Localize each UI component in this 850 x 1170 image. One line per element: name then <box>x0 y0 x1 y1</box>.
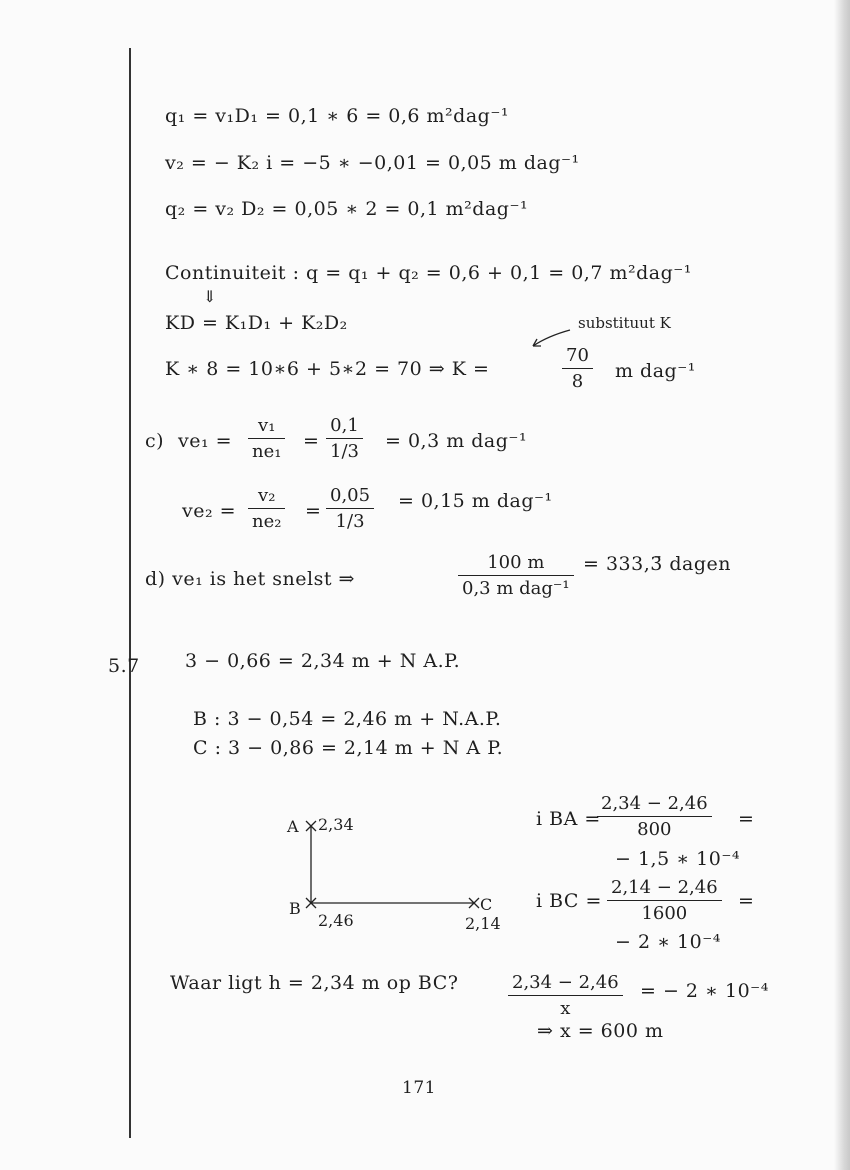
ve2a-den: ne₂ <box>248 508 285 532</box>
point-a-label: A <box>287 817 299 836</box>
x-fraction <box>508 972 623 1019</box>
point-b-value: 2,46 <box>318 911 354 930</box>
point-c-label: C <box>480 895 493 914</box>
ibc-den: 1600 <box>607 900 722 924</box>
x-den: x <box>508 995 623 1019</box>
ve2-result: = 0,15 m dag⁻¹ <box>398 490 553 512</box>
substitute-k-note: substituut K <box>578 314 671 332</box>
iba-left: i BA = <box>536 808 601 830</box>
waar-ligt-question: Waar ligt h = 2,34 m op BC? <box>170 972 459 994</box>
part-d-result: = 333,3̄ dagen <box>583 553 732 575</box>
k-numerator: 70 <box>566 345 589 366</box>
ibc-equals: = <box>738 890 754 912</box>
s57-line-b: B : 3 − 0,54 = 2,46 m + N.A.P. <box>193 708 502 730</box>
s57-line-a: 3 − 0,66 = 2,34 m + N A.P. <box>185 650 461 672</box>
k-unit: m dag⁻¹ <box>615 360 696 382</box>
ibc-num: 2,14 − 2,46 <box>611 877 718 898</box>
ve1a-num: v₁ <box>258 415 276 436</box>
x-equation-result: = − 2 ∗ 10⁻⁴ <box>640 980 769 1002</box>
iba-equals: = <box>738 808 754 830</box>
ve2-left: ve₂ = <box>182 500 237 522</box>
d-num: 100 m <box>487 552 545 573</box>
d-den: 0,3 m dag⁻¹ <box>458 575 574 599</box>
point-b-label: B <box>289 899 301 918</box>
ve1-result: = 0,3 m dag⁻¹ <box>385 430 528 452</box>
q2-equation: q₂ = v₂ D₂ = 0,05 ∗ 2 = 0,1 m²dag⁻¹ <box>165 198 529 220</box>
ibc-fraction <box>607 877 722 924</box>
k-denominator: 8 <box>562 368 593 392</box>
ve1b-num: 0,1 <box>330 415 359 436</box>
s57-line-c: C : 3 − 0,86 = 2,14 m + N A P. <box>193 737 504 759</box>
k8-equation: K ∗ 8 = 10∗6 + 5∗2 = 70 ⇒ K = <box>165 358 490 380</box>
iba-fraction <box>597 793 712 840</box>
ve2a-num: v₂ <box>258 485 276 506</box>
continuity-equation: Continuiteit : q = q₁ + q₂ = 0,6 + 0,1 = 0,7 m²dag⁻¹ <box>165 262 692 284</box>
ve2-equals: = <box>305 500 321 522</box>
iba-den: 800 <box>597 816 712 840</box>
iba-num: 2,34 − 2,46 <box>601 793 708 814</box>
ibc-result: − 2 ∗ 10⁻⁴ <box>615 931 721 953</box>
part-d-line: d) ve₁ is het snelst ⇒ <box>145 568 355 590</box>
part-c-label: c) <box>145 430 165 452</box>
point-c-value: 2,14 <box>465 914 501 933</box>
ve2b-den: 1/3 <box>326 508 374 532</box>
ve1b-den: 1/3 <box>326 438 363 462</box>
iba-result: − 1,5 ∗ 10⁻⁴ <box>615 848 740 870</box>
v2-equation: v₂ = − K₂ i = −5 ∗ −0,01 = 0,05 m dag⁻¹ <box>165 152 580 174</box>
ve1a-den: ne₁ <box>248 438 285 462</box>
q1-equation: q₁ = v₁D₁ = 0,1 ∗ 6 = 0,6 m²dag⁻¹ <box>165 105 509 127</box>
x-value-line: ⇒ x = 600 m <box>537 1020 664 1042</box>
ve2b-num: 0,05 <box>330 485 371 506</box>
ve1-left: ve₁ = <box>178 430 233 452</box>
page-number: 171 <box>402 1078 436 1098</box>
ve1-equals: = <box>303 430 319 452</box>
ibc-left: i BC = <box>536 890 602 912</box>
point-a-value: 2,34 <box>318 815 354 834</box>
implies-down-arrow: ⇓ <box>203 287 217 306</box>
kd-equation: KD = K₁D₁ + K₂D₂ <box>165 312 348 334</box>
section-number: 5.7 <box>108 655 140 677</box>
x-num: 2,34 − 2,46 <box>512 972 619 993</box>
